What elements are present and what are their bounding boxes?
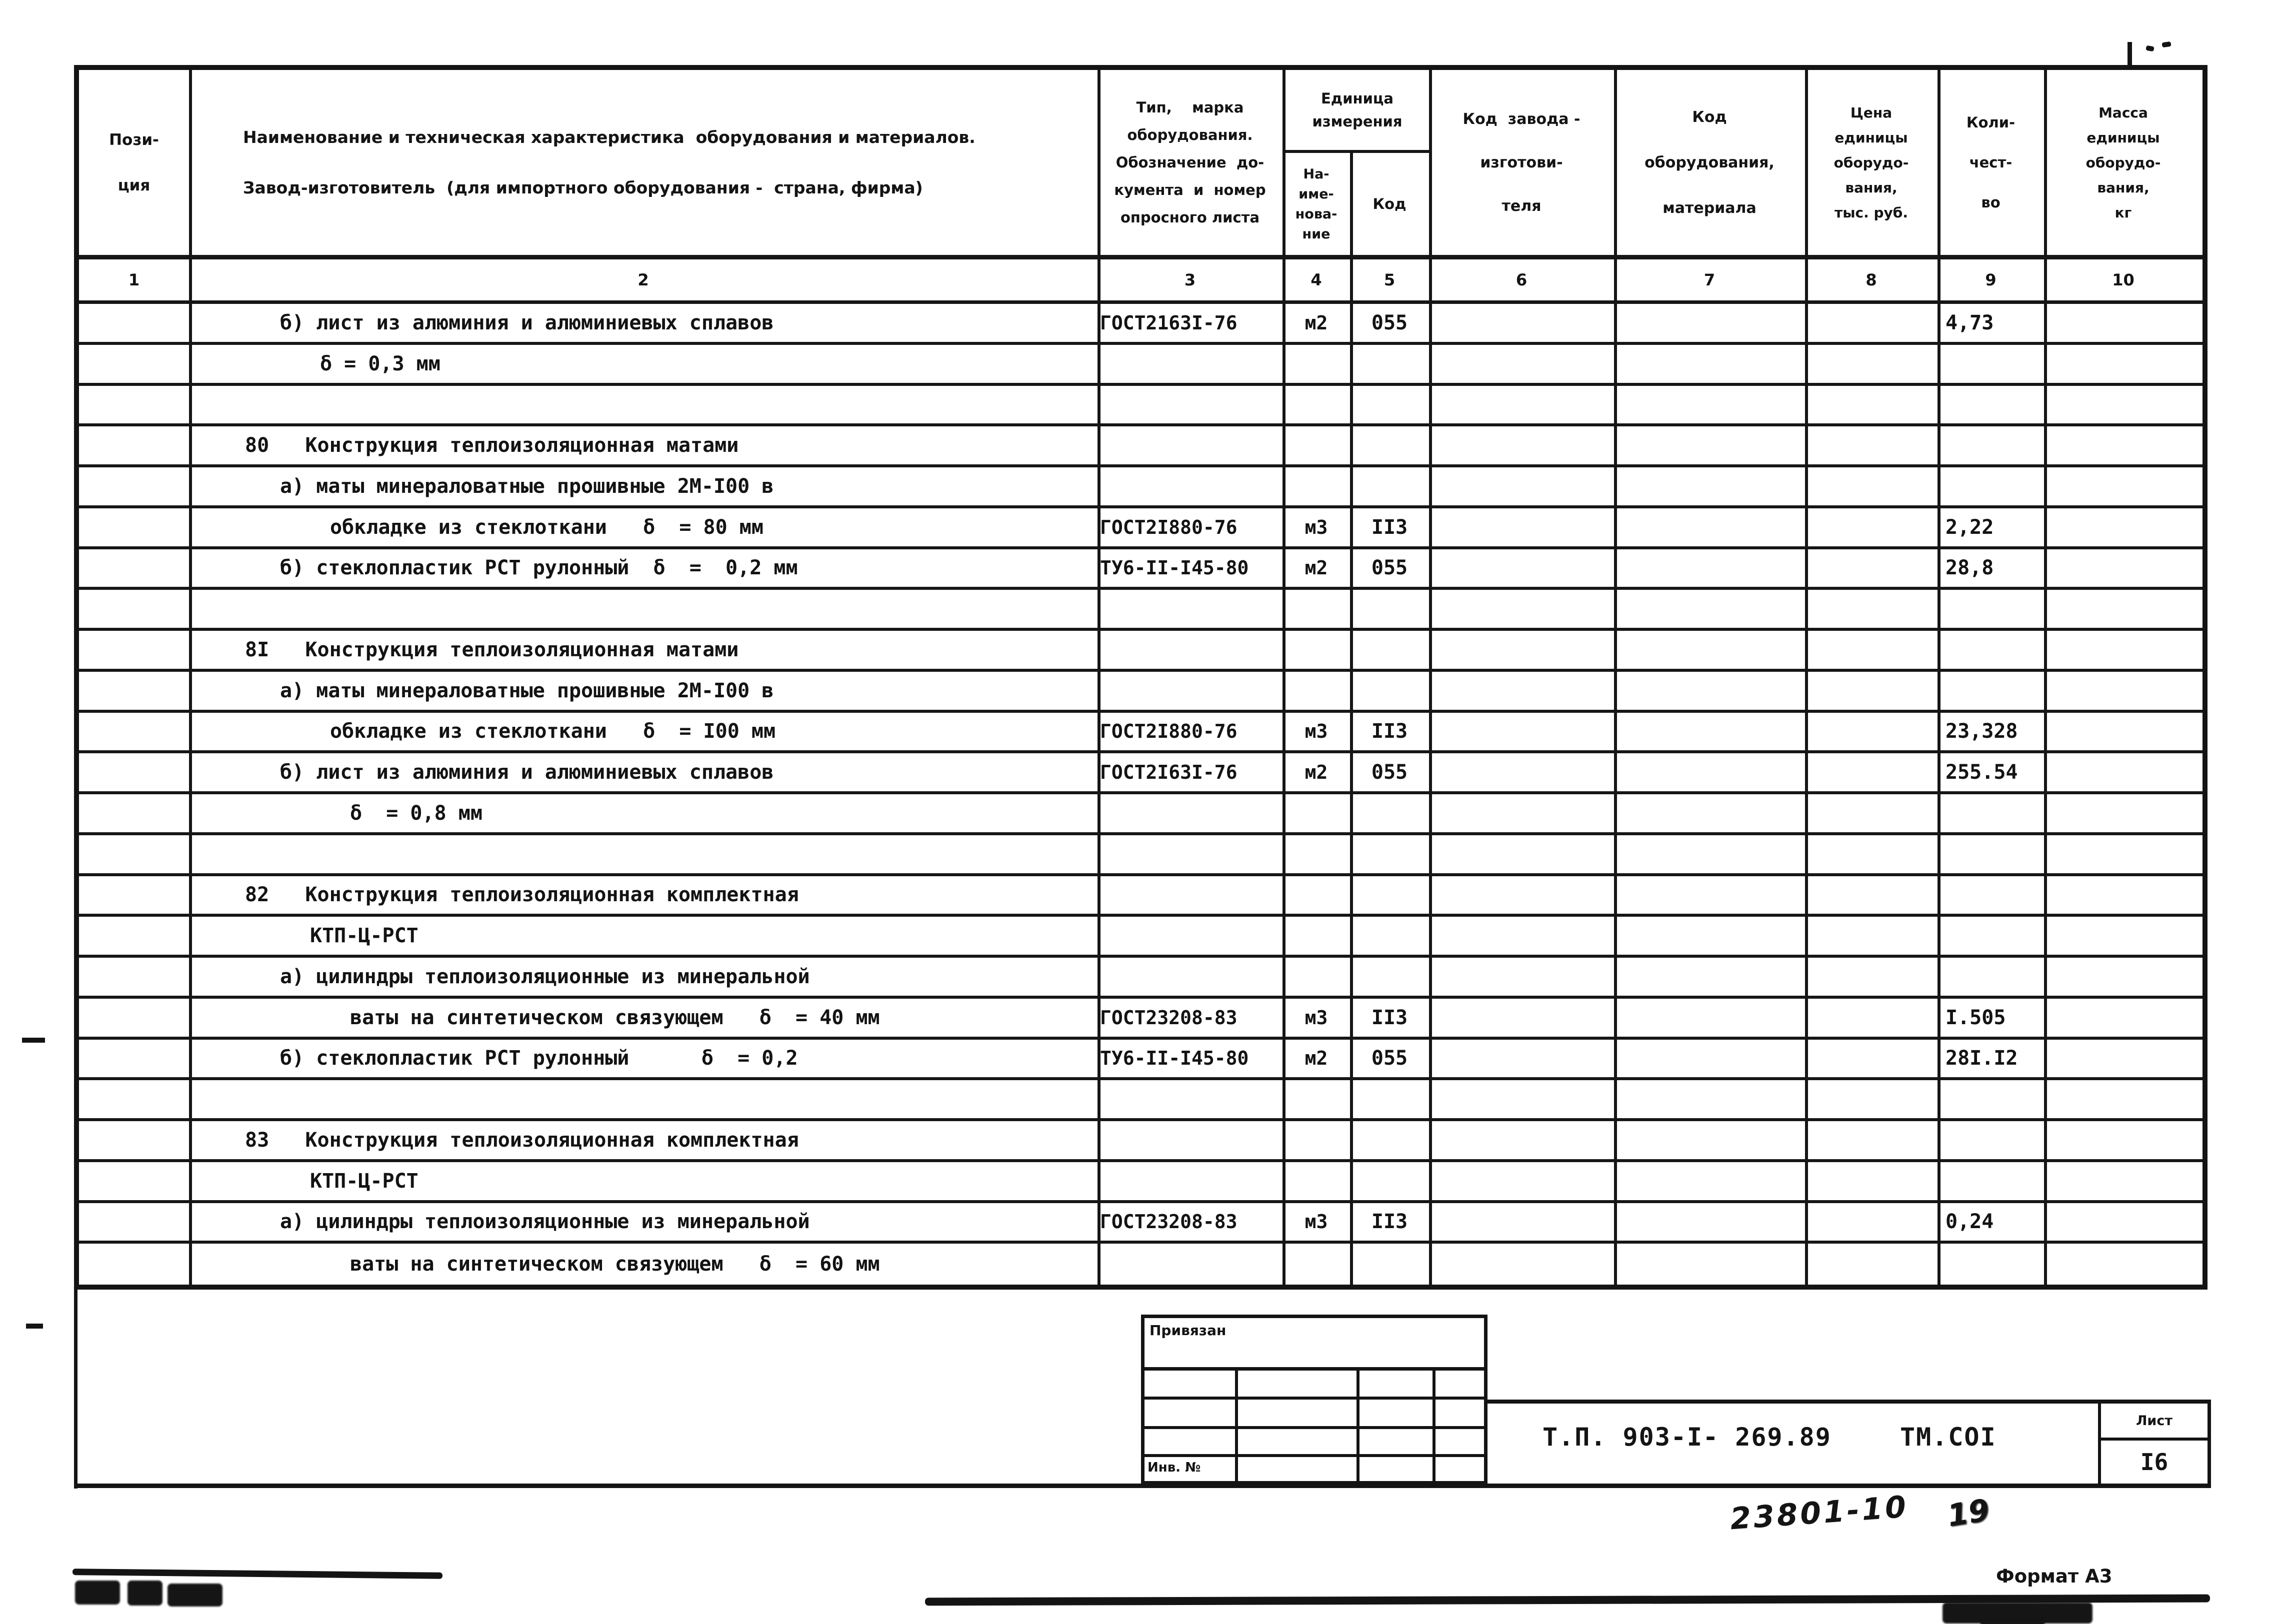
col-number: 8 bbox=[1866, 270, 1877, 289]
header-text: оборудования, bbox=[1644, 153, 1774, 171]
header-text: Коли- bbox=[1966, 114, 2016, 131]
row-doc-designation: ГОСТ2I63I-76 bbox=[1100, 761, 1238, 784]
row-unit-code: II3 bbox=[1371, 720, 1408, 743]
row-unit-code: 055 bbox=[1371, 1047, 1408, 1070]
table-row bbox=[79, 426, 2202, 467]
header-text: изготови- bbox=[1480, 153, 1563, 171]
table-row bbox=[79, 631, 2202, 672]
format-label: Формат А3 bbox=[1996, 1566, 2112, 1587]
row-name: δ = 0,8 мм bbox=[350, 801, 482, 825]
table-row bbox=[79, 508, 2202, 549]
stamp-label: Привязан bbox=[1150, 1322, 1226, 1339]
header-unit-group bbox=[1282, 70, 1432, 150]
header-text: Обозначение до- bbox=[1116, 154, 1264, 171]
table-row bbox=[79, 672, 2202, 713]
row-unit: м2 bbox=[1304, 557, 1328, 579]
row-name: б) лист из алюминия и алюминиевых сплавов bbox=[280, 761, 774, 784]
row-name: а) цилиндры теплоизоляционные из минеральной bbox=[280, 1210, 810, 1234]
table-row bbox=[79, 386, 2202, 427]
row-doc-designation: ГОСТ2I880-76 bbox=[1100, 516, 1238, 538]
row-name: а) цилиндры теплоизоляционные из минеральной bbox=[280, 965, 810, 988]
header-unit-price bbox=[1805, 70, 1938, 255]
header-text: единицы bbox=[2086, 129, 2160, 146]
row-unit-code: II3 bbox=[1371, 1006, 1408, 1029]
table-row bbox=[79, 999, 2202, 1040]
row-name: δ = 0,3 мм bbox=[320, 352, 440, 375]
table-row bbox=[79, 590, 2202, 631]
sheet-number: I6 bbox=[2140, 1449, 2168, 1476]
scan-dot-artifact bbox=[2146, 45, 2154, 52]
header-text: Код bbox=[1692, 108, 1727, 126]
handwritten-sheet-number: 19 bbox=[1945, 1492, 1992, 1534]
row-name: 82 Конструкция теплоизоляционная комплектная bbox=[245, 883, 799, 907]
header-text: вания, bbox=[1845, 179, 1898, 196]
table-row bbox=[79, 835, 2202, 876]
table-row bbox=[79, 1244, 2202, 1285]
header-text: Масса bbox=[2098, 104, 2148, 121]
header-text: Код завода - bbox=[1462, 110, 1580, 128]
col-number: 10 bbox=[2112, 270, 2134, 289]
scan-dot-artifact bbox=[2162, 41, 2171, 47]
header-text: опросного листа bbox=[1120, 209, 1260, 226]
table-row bbox=[79, 304, 2202, 345]
reference-stamp-block bbox=[1141, 1315, 1488, 1485]
col-number: 7 bbox=[1704, 270, 1716, 289]
header-text: Тип, марка bbox=[1136, 99, 1244, 116]
row-unit-code: 055 bbox=[1371, 311, 1408, 334]
table-row bbox=[79, 345, 2202, 386]
header-text: оборудо- bbox=[1834, 154, 1909, 171]
header-text: Цена bbox=[1850, 104, 1892, 121]
table-row bbox=[79, 753, 2202, 794]
row-name: б) стеклопластик РСТ рулонный δ = 0,2 bbox=[280, 1047, 798, 1070]
row-unit: м2 bbox=[1304, 761, 1328, 784]
row-name: 80 Конструкция теплоизоляционная матами bbox=[245, 434, 739, 457]
table-row bbox=[79, 467, 2202, 508]
equipment-spec-table bbox=[74, 65, 2208, 1290]
document-number: Т.П. 903-I- 269.89 bbox=[1542, 1423, 1832, 1452]
header-text: ние bbox=[1302, 226, 1330, 242]
header-unit-code bbox=[1350, 153, 1429, 255]
header-position bbox=[79, 70, 189, 255]
row-unit-code: 055 bbox=[1371, 761, 1408, 784]
header-text: кумента и номер bbox=[1114, 181, 1266, 198]
table-row bbox=[79, 958, 2202, 999]
stamp-top-cell bbox=[1144, 1318, 1484, 1371]
header-text: теля bbox=[1502, 197, 1542, 215]
header-text: во bbox=[1981, 194, 2000, 211]
header-equipment-code bbox=[1614, 70, 1805, 255]
row-unit-code: 055 bbox=[1371, 556, 1408, 580]
stamp-gridline bbox=[1144, 1397, 1484, 1400]
header-text: Пози- bbox=[109, 130, 159, 149]
header-text: Наименование и техническая характеристика оборудования и материалов. bbox=[243, 127, 976, 147]
row-name: ваты на синтетическом связующем δ = 40 мм bbox=[350, 1006, 880, 1029]
row-unit: м2 bbox=[1304, 1047, 1328, 1070]
row-quantity: 0,24 bbox=[1946, 1210, 1994, 1234]
header-text: оборудо- bbox=[2086, 154, 2161, 171]
row-unit: м3 bbox=[1304, 1006, 1328, 1029]
row-quantity: 23,328 bbox=[1946, 720, 2018, 743]
row-doc-designation: ТУ6-II-I45-80 bbox=[1100, 557, 1249, 579]
table-row bbox=[79, 1080, 2202, 1121]
col-number: 3 bbox=[1184, 270, 1196, 289]
header-quantity bbox=[1938, 70, 2044, 255]
header-text: име- bbox=[1298, 186, 1334, 202]
sheet-left-border bbox=[74, 1285, 78, 1489]
illegible-mark-smudge bbox=[75, 1581, 120, 1605]
header-unit-mass bbox=[2044, 70, 2202, 255]
col-number: 9 bbox=[1985, 270, 1996, 289]
handwritten-inventory-number: 23801-10 bbox=[1728, 1489, 1910, 1537]
row-name: ваты на синтетическом связующем δ = 60 мм bbox=[350, 1253, 880, 1276]
header-text: Завод-изготовитель (для импортного оборудования - страна, фирма) bbox=[243, 178, 923, 197]
header-text: оборудования. bbox=[1127, 126, 1253, 143]
header-unit-name bbox=[1282, 153, 1350, 255]
header-text: нова- bbox=[1295, 206, 1338, 222]
illegible-mark-smudge bbox=[168, 1584, 222, 1607]
header-text: единицы bbox=[1834, 129, 1908, 146]
margin-tick-artifact bbox=[26, 1324, 43, 1329]
row-doc-designation: ГОСТ2I880-76 bbox=[1100, 720, 1238, 743]
stamp-gridline bbox=[1144, 1426, 1484, 1429]
row-doc-designation: ГОСТ23208-83 bbox=[1100, 1006, 1238, 1029]
row-quantity: I.505 bbox=[1946, 1006, 2006, 1029]
row-name: 8I Конструкция теплоизоляционная матами bbox=[245, 638, 739, 661]
stamp-gridline bbox=[1144, 1454, 1484, 1457]
col-number: 6 bbox=[1516, 270, 1528, 289]
header-type-brand bbox=[1098, 70, 1282, 255]
table-row bbox=[79, 713, 2202, 754]
row-doc-designation: ГОСТ2163I-76 bbox=[1100, 311, 1238, 334]
row-name: обкладке из стеклоткани δ = 80 мм bbox=[330, 515, 764, 539]
table-row bbox=[79, 917, 2202, 958]
row-unit: м3 bbox=[1304, 516, 1328, 538]
inventory-number-label: Инв. № bbox=[1148, 1460, 1201, 1475]
col-number: 4 bbox=[1310, 270, 1322, 289]
header-text: На- bbox=[1303, 166, 1330, 182]
col-number: 2 bbox=[638, 270, 649, 289]
header-text: Единица bbox=[1321, 90, 1394, 107]
table-row bbox=[79, 1203, 2202, 1244]
scan-bar-artifact bbox=[72, 1569, 442, 1579]
table-row bbox=[79, 876, 2202, 917]
row-name: б) лист из алюминия и алюминиевых сплавов bbox=[280, 311, 774, 334]
table-body bbox=[79, 304, 2202, 1285]
numbering-divider-line bbox=[79, 300, 2202, 304]
col-number: 5 bbox=[1384, 270, 1396, 289]
row-name: 83 Конструкция теплоизоляционная комплектная bbox=[245, 1128, 799, 1152]
header-text: ция bbox=[118, 176, 150, 194]
row-name: КТП-Ц-РСТ bbox=[310, 924, 418, 948]
header-divider-line bbox=[79, 255, 2202, 259]
header-text: материала bbox=[1662, 199, 1756, 217]
row-unit-code: II3 bbox=[1371, 515, 1408, 539]
header-text: чест- bbox=[1969, 154, 2012, 171]
table-row bbox=[79, 1121, 2202, 1162]
illegible-stamp-smudge bbox=[1980, 1619, 2045, 1624]
row-unit: м3 bbox=[1304, 1211, 1328, 1233]
col-number: 1 bbox=[128, 270, 140, 289]
row-name: а) маты минераловатные прошивные 2М-I00 в bbox=[280, 679, 774, 702]
row-doc-designation: ГОСТ23208-83 bbox=[1100, 1211, 1238, 1233]
illegible-mark-smudge bbox=[128, 1581, 162, 1606]
title-block-top-border bbox=[1488, 1400, 2211, 1404]
table-row bbox=[79, 794, 2202, 835]
margin-tick-artifact bbox=[22, 1038, 45, 1043]
title-block-right-border bbox=[2208, 1400, 2211, 1485]
table-row bbox=[79, 1040, 2202, 1081]
row-unit-code: II3 bbox=[1371, 1210, 1408, 1234]
row-name: б) стеклопластик РСТ рулонный δ = 0,2 мм bbox=[280, 556, 798, 580]
header-text: тыс. руб. bbox=[1834, 204, 1908, 221]
header-name bbox=[189, 70, 1098, 255]
table-row bbox=[79, 1162, 2202, 1203]
document-code: ТМ.СОI bbox=[1900, 1423, 1996, 1452]
row-name: а) маты минераловатные прошивные 2М-I00 в bbox=[280, 474, 774, 498]
scan-tick-artifact bbox=[2128, 42, 2132, 66]
header-manufacturer-code bbox=[1429, 70, 1614, 255]
row-name: обкладке из стеклоткани δ = I00 мм bbox=[330, 720, 776, 743]
row-quantity: 2,22 bbox=[1946, 515, 1994, 539]
sheet-label: Лист bbox=[2136, 1413, 2172, 1429]
row-unit: м2 bbox=[1304, 311, 1328, 334]
row-doc-designation: ТУ6-II-I45-80 bbox=[1100, 1047, 1249, 1070]
row-quantity: 4,73 bbox=[1946, 311, 1994, 334]
header-text: Код bbox=[1372, 195, 1406, 212]
row-name: КТП-Ц-РСТ bbox=[310, 1169, 418, 1193]
row-quantity: 28,8 bbox=[1946, 556, 1994, 580]
header-text: измерения bbox=[1312, 113, 1402, 130]
row-quantity: 28I.I2 bbox=[1946, 1047, 2018, 1070]
row-unit: м3 bbox=[1304, 720, 1328, 743]
header-text: кг bbox=[2114, 204, 2132, 221]
row-quantity: 255.54 bbox=[1946, 761, 2018, 784]
header-text: вания, bbox=[2097, 179, 2150, 196]
table-row bbox=[79, 549, 2202, 590]
